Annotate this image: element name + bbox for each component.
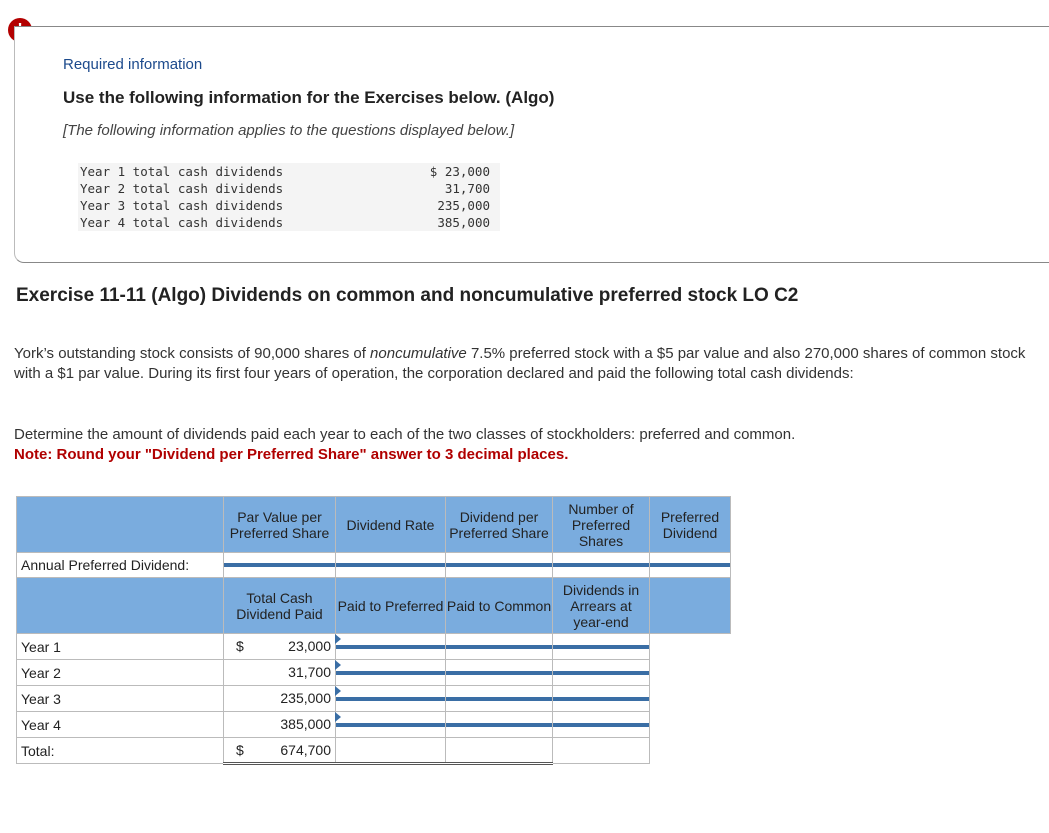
flag-icon	[335, 686, 341, 696]
info-label: Year 2 total cash dividends	[78, 180, 300, 197]
paid-common-cell	[446, 660, 553, 686]
info-row	[78, 163, 500, 180]
header-paid-common: Paid to Common	[446, 578, 553, 634]
header-number-shares: Number of Preferred Shares	[553, 497, 650, 553]
use-info-heading: Use the following information for the Exercises below. (Algo)	[63, 88, 555, 107]
total-cash-cell	[224, 738, 336, 764]
preferred-dividend-input[interactable]	[650, 563, 730, 567]
paid-preferred-input[interactable]	[336, 645, 445, 649]
info-value: 235,000	[300, 197, 500, 214]
row-label: Year 4	[17, 712, 224, 738]
paid-common-input[interactable]	[446, 697, 552, 701]
info-row	[78, 180, 500, 197]
table-row	[17, 634, 731, 660]
arrears-input[interactable]	[553, 671, 649, 675]
total-cash-value: 31,700	[288, 664, 331, 680]
dividend-worksheet	[16, 496, 731, 765]
currency-symbol: $	[236, 742, 244, 758]
paid-common-input[interactable]	[446, 671, 552, 675]
annual-label: Annual Preferred Dividend:	[17, 553, 224, 578]
empty-cell	[650, 686, 731, 712]
arrears-cell	[553, 634, 650, 660]
arrears-cell	[553, 660, 650, 686]
total-arrears-blank	[553, 738, 650, 764]
info-label: Year 3 total cash dividends	[78, 197, 300, 214]
rounding-note: Note: Round your "Dividend per Preferred Share" answer to 3 decimal places.	[14, 446, 569, 463]
number-shares-input[interactable]	[553, 563, 649, 567]
paid-common-cell	[446, 634, 553, 660]
total-label: Total:	[17, 738, 224, 764]
description-italic: noncumulative	[370, 345, 467, 362]
row-label: Year 1	[17, 634, 224, 660]
exercise-title: Exercise 11-11 (Algo) Dividends on common and noncumulative preferred stock LO C2	[16, 285, 799, 306]
paid-preferred-input[interactable]	[336, 723, 445, 727]
paid-preferred-cell	[336, 686, 446, 712]
annual-row	[17, 553, 731, 578]
paid-common-input[interactable]	[446, 645, 552, 649]
total-cash-cell	[224, 634, 336, 660]
header-paid-preferred: Paid to Preferred	[336, 578, 446, 634]
par-value-input[interactable]	[224, 563, 335, 567]
total-cash-value: 674,700	[280, 742, 331, 758]
exercise-description	[14, 344, 1044, 384]
flag-icon	[335, 712, 341, 722]
total-row	[17, 738, 731, 764]
arrears-input[interactable]	[553, 723, 649, 727]
info-row	[78, 214, 500, 231]
number-shares-cell	[553, 553, 650, 578]
arrears-cell	[553, 686, 650, 712]
arrears-input[interactable]	[553, 645, 649, 649]
header-row-1	[17, 497, 731, 553]
dividend-rate-cell	[336, 553, 446, 578]
paid-preferred-cell	[336, 712, 446, 738]
preferred-dividend-cell	[650, 553, 731, 578]
empty-cell	[650, 712, 731, 738]
par-value-cell	[224, 553, 336, 578]
total-cash-cell	[224, 712, 336, 738]
empty-cell	[650, 634, 731, 660]
header-blank	[17, 497, 224, 553]
description-part-1: York’s outstanding stock consists of 90,000 shares of	[14, 345, 371, 362]
table-row	[17, 660, 731, 686]
total-cash-value: 23,000	[288, 638, 331, 654]
header-par-value: Par Value per Preferred Share	[224, 497, 336, 553]
total-cash-value: 385,000	[280, 716, 331, 732]
total-cash-cell	[224, 660, 336, 686]
paid-preferred-cell	[336, 634, 446, 660]
header-blank-3	[650, 578, 731, 634]
paid-common-input[interactable]	[446, 723, 552, 727]
paid-preferred-input[interactable]	[336, 671, 445, 675]
description-part-2: 7.5% preferred stock with a $5 par value and also 270,000 shares of common stock with a $1 par value. During its first four years of operation, the corporation declared and paid the following total cash dividends:	[14, 345, 1026, 382]
empty-cell	[650, 660, 731, 686]
flag-icon	[335, 660, 341, 670]
flag-icon	[335, 634, 341, 644]
table-row	[17, 712, 731, 738]
paid-common-cell	[446, 686, 553, 712]
row-label: Year 3	[17, 686, 224, 712]
info-value: 31,700	[300, 180, 500, 197]
info-value: $ 23,000	[300, 163, 500, 180]
header-total-cash: Total Cash Dividend Paid	[224, 578, 336, 634]
header-preferred-dividend: Preferred Dividend	[650, 497, 731, 553]
total-paid-preferred	[336, 738, 446, 764]
dividend-rate-input[interactable]	[336, 563, 445, 567]
header-row-2	[17, 578, 731, 634]
dividends-info-table	[78, 163, 500, 231]
row-label: Year 2	[17, 660, 224, 686]
info-label: Year 4 total cash dividends	[78, 214, 300, 231]
paid-preferred-cell	[336, 660, 446, 686]
header-arrears: Dividends in Arrears at year-end	[553, 578, 650, 634]
total-cash-cell	[224, 686, 336, 712]
currency-symbol: $	[236, 638, 244, 654]
instructions: Determine the amount of dividends paid each year to each of the two classes of stockholders: preferred and common.	[14, 426, 796, 443]
paid-preferred-input[interactable]	[336, 697, 445, 701]
arrears-cell	[553, 712, 650, 738]
info-row	[78, 197, 500, 214]
empty-cell	[650, 738, 731, 764]
table-row	[17, 686, 731, 712]
dividend-per-share-cell	[446, 553, 553, 578]
total-cash-value: 235,000	[280, 690, 331, 706]
dividend-per-share-input[interactable]	[446, 563, 552, 567]
paid-common-cell	[446, 712, 553, 738]
applies-note: [The following information applies to the questions displayed below.]	[63, 122, 515, 139]
info-label: Year 1 total cash dividends	[78, 163, 300, 180]
header-dividend-rate: Dividend Rate	[336, 497, 446, 553]
required-info-title: Required information	[63, 56, 203, 73]
header-dividend-per-share: Dividend per Preferred Share	[446, 497, 553, 553]
arrears-input[interactable]	[553, 697, 649, 701]
info-value: 385,000	[300, 214, 500, 231]
total-paid-common	[446, 738, 553, 764]
header-blank-2	[17, 578, 224, 634]
